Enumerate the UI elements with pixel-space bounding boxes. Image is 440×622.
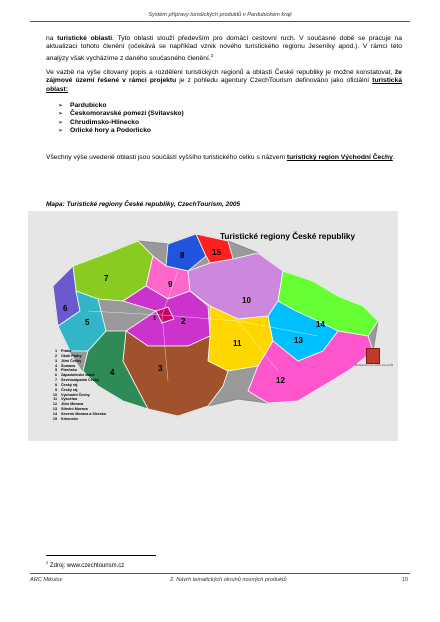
p2-bold: že zájmové území řešené v rámci projektu (46, 69, 402, 85)
legend-number: 4 (54, 363, 57, 368)
p1-rest: . Tyto oblasti slouží především pro domácí cestovní ruch. V současné době se pracuje na aktualizaci tohoto členění (očekává se například vznik nového turistického regionu Jeseníky apod.). V rámci této analýzy však vycházíme z daného současného členění. (46, 35, 402, 63)
footnote-divider (46, 555, 156, 556)
region-label: 3 (158, 364, 163, 373)
region-label: 15 (212, 248, 221, 257)
footnote-text: Zdroj: www.czechtourism.cz (49, 563, 125, 569)
legend-number: 7 (54, 378, 57, 383)
legend-label: Český ráj (61, 387, 78, 392)
legend-label: Šumava (61, 363, 76, 368)
p2-mid: je z pohledu agentury CzechTourism definováno jako oficiální (176, 77, 373, 85)
paragraph-3 (46, 154, 402, 162)
list-item: ➢ Chrudimsko-Hlinecko (58, 119, 184, 127)
p2-pre: Ve vazbě na výše citovaný popis a rozdělení turistických regionů a oblastí České republiky je možné konstatovat, (46, 69, 395, 76)
footnote-ref[interactable]: 2 (210, 52, 214, 58)
footer-left: ARC Mikulov (30, 577, 63, 583)
p3-pre: Všechny výše uvedené oblasti jsou součástí vyššího turistického celku s názvem (46, 154, 287, 161)
paragraph-1 (46, 35, 402, 63)
region-label: 8 (180, 251, 185, 260)
p1-pre: na (46, 35, 58, 42)
region-label: 1 (153, 316, 157, 322)
list-item: ➢ Českomoravské pomezí (Svitavsko) (58, 110, 184, 118)
legend-label: Vysočina (61, 397, 78, 402)
legend-number: 3 (54, 358, 57, 363)
legend-label: Český ráj (61, 382, 78, 387)
ministry-logo (366, 348, 380, 364)
header-divider (30, 21, 410, 22)
legend-number: 15 (52, 416, 57, 421)
legend-number: 11 (53, 397, 57, 402)
legend-number: 12 (52, 402, 57, 407)
map-title: Turistické regiony České republiky (220, 232, 355, 241)
list-item: ➢ Pardubicko (58, 102, 184, 110)
p1-bold: turistické oblasti (57, 35, 113, 42)
legend-label: Jižní Čechy (61, 358, 82, 363)
page-number: 10 (401, 577, 408, 583)
footnote-number: 2 (46, 560, 49, 565)
p2-bold-underlined: turistická oblast: (46, 77, 402, 93)
legend-label: Západočeské lázně (61, 373, 95, 378)
legend-number: 6 (54, 373, 57, 378)
region-label: 13 (294, 336, 303, 345)
p3-post: . (392, 154, 395, 161)
region-list (58, 102, 184, 136)
legend-label: Severní Morava a Slezsko (61, 411, 107, 416)
region-label: 6 (63, 304, 68, 313)
legend-label: Severozápadní Čechy (61, 378, 100, 383)
list-item: ➢ Orlické hory a Podorlicko (58, 127, 184, 135)
region-label: 14 (316, 320, 325, 329)
legend-label: Praha (61, 349, 72, 353)
legend-number: 10 (52, 392, 57, 397)
legend-number: 1 (54, 349, 57, 353)
legend-label: Krkonoše (61, 416, 79, 421)
page-header: Systém přípravy turistických produktů v Pardubickém kraji (148, 12, 292, 18)
legend-number: 13 (52, 407, 57, 412)
region-label: 10 (242, 296, 251, 305)
map-legend (48, 349, 106, 422)
map-caption: Mapa: Turistické regiony České republiky, CzechTourism, 2005 (46, 201, 241, 208)
legend-label: Východní Čechy (61, 392, 90, 397)
region-label: 11 (233, 339, 242, 348)
paragraph-2 (46, 69, 402, 94)
legend-label: Střední Morava (61, 407, 88, 412)
footer-divider (30, 573, 410, 574)
region-label: 2 (181, 317, 186, 326)
legend-number: 14 (52, 411, 57, 416)
region-label: 7 (104, 274, 109, 283)
legend-label: Jižní Morava (61, 402, 84, 407)
region-label: 12 (276, 376, 285, 385)
region-label: 4 (110, 368, 115, 377)
legend-number: 5 (54, 368, 57, 373)
legend-label: Plzeňsko (61, 368, 77, 373)
legend-number: 2 (54, 353, 57, 358)
region-label: 9 (168, 280, 173, 289)
logo-caption: Ministerstvo pro místní rozvoj ČR (355, 364, 394, 367)
legend-label: Okolí Prahy (61, 353, 82, 358)
p3-bold-underlined: turistický region Východní Čechy (286, 154, 393, 161)
legend-number: 9 (54, 387, 57, 392)
region-label: 5 (85, 318, 90, 327)
footnote (46, 560, 124, 569)
legend-item (48, 417, 106, 422)
legend-number: 8 (54, 382, 57, 387)
footer-center: 2. Návrh tematických okruhů nosných produktů (170, 577, 287, 583)
